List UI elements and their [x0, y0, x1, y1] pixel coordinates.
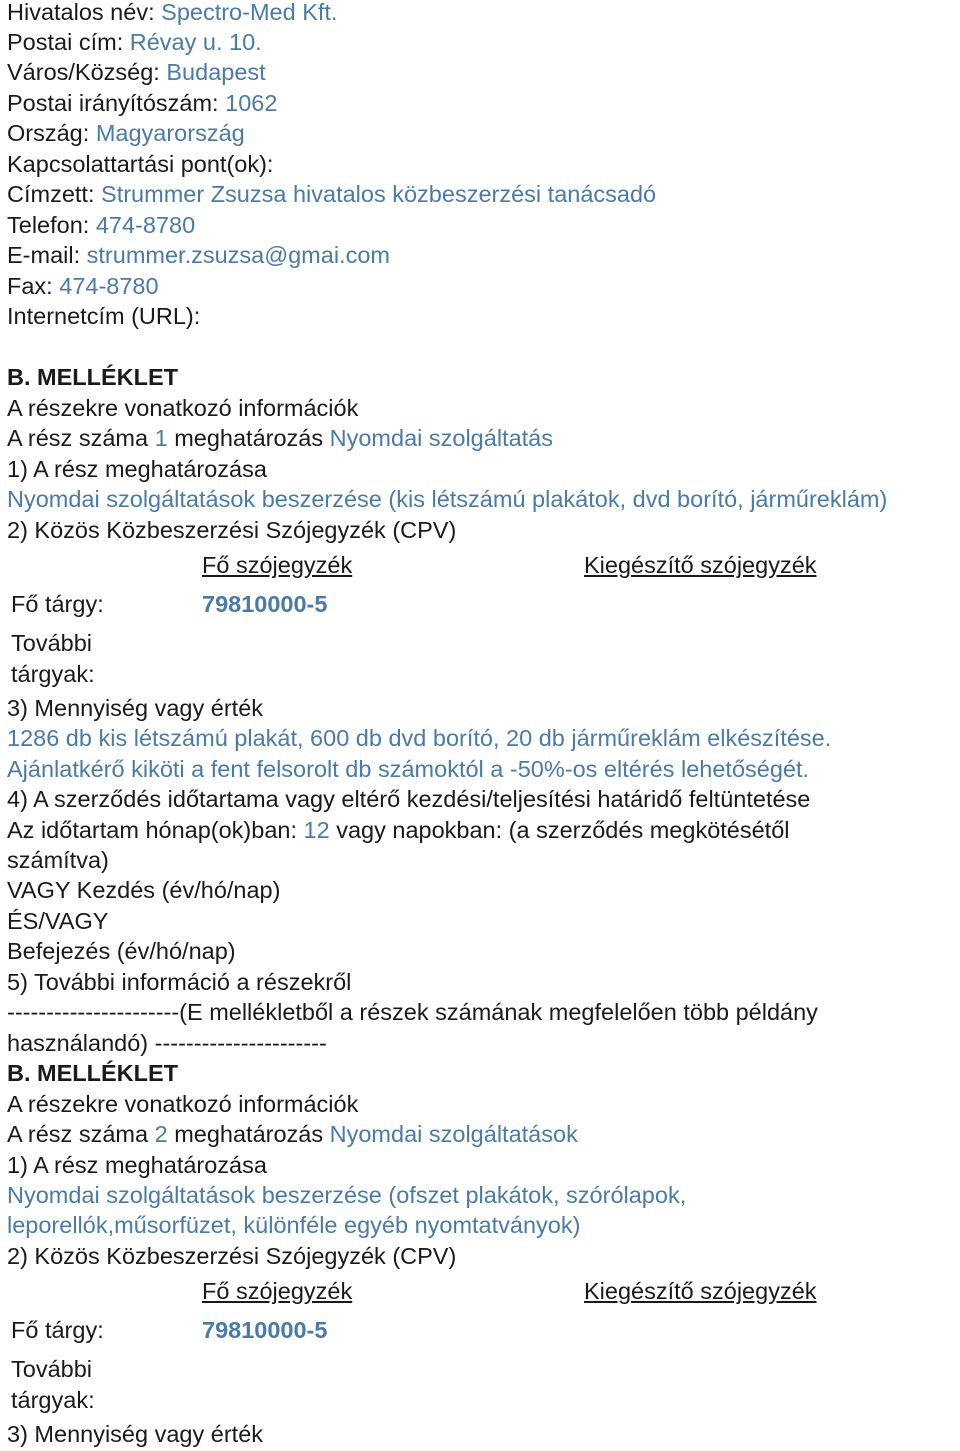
city-label: Város/Község: — [7, 59, 160, 85]
annex1-quantity-line1: 1286 db kis létszámú plakát, 600 db dvd borító, 20 db járműreklám elkészítése. — [7, 725, 832, 751]
recipient-label: Címzett: — [7, 181, 95, 207]
recipient-line — [7, 179, 656, 209]
email-line — [7, 240, 390, 270]
zip-line — [7, 88, 277, 118]
annex1-quantity-heading: 3) Mennyiség vagy érték — [7, 695, 264, 721]
postal-address-label: Postai cím: — [7, 29, 124, 55]
official-name-label: Hivatalos név: — [7, 0, 155, 25]
annex1-main-subject-label: Fő tárgy: — [11, 591, 104, 617]
annex1-separator-line1: ----------------------(E mellékletből a részek számának megfelelően több példány — [7, 999, 818, 1025]
annex2-def-value-line2: leporellók,műsorfüzet, különféle egyéb nyomtatványok) — [7, 1212, 581, 1238]
recipient-value: Strummer Zsuzsa hivatalos közbeszerzési tanácsadó — [101, 181, 657, 207]
contact-point-label: Kapcsolattartási pont(ok): — [7, 151, 274, 177]
annex2-main-subject-label: Fő tárgy: — [11, 1317, 104, 1343]
annex1-duration-months: 12 — [303, 817, 330, 843]
phone-value: 474-8780 — [95, 212, 196, 238]
annex1-duration-cont: számítva) — [7, 847, 109, 873]
annex2-cpv-heading: 2) Közös Közbeszerzési Szójegyzék (CPV) — [7, 1243, 457, 1269]
annex2-def-heading: 1) A rész meghatározása — [7, 1152, 267, 1178]
annex2-part-prefix: A rész száma — [7, 1121, 149, 1147]
phone-line — [7, 210, 195, 240]
annex1-part-mid: meghatározás — [174, 425, 324, 451]
zip-value: 1062 — [225, 90, 278, 116]
zip-label: Postai irányítószám: — [7, 90, 219, 116]
city-value: Budapest — [166, 59, 266, 85]
annex2-subtitle: A részekre vonatkozó információk — [7, 1091, 359, 1117]
email-label: E-mail: — [7, 242, 81, 268]
annex1-main-vocab-header: Fő szójegyzék — [202, 552, 353, 578]
annex1-main-subject-code: 79810000-5 — [202, 591, 328, 617]
official-name-value: Spectro-Med Kft. — [161, 0, 338, 25]
annex2-main-subject-code: 79810000-5 — [202, 1317, 328, 1343]
annex1-part-number: 1 — [154, 425, 168, 451]
annex2-main-vocab-header: Fő szójegyzék — [202, 1278, 353, 1304]
annex1-separator-line2: használandó) ---------------------- — [7, 1030, 327, 1056]
annex1-cpv-heading: 2) Közös Közbeszerzési Szójegyzék (CPV) — [7, 517, 457, 543]
annex2-def-value-line1: Nyomdai szolgáltatások beszerzése (ofszet plakátok, szórólapok, — [7, 1182, 687, 1208]
postal-address-line — [7, 27, 262, 57]
annex1-duration-line — [7, 815, 790, 845]
annex1-def-heading: 1) A rész meghatározása — [7, 456, 267, 482]
annex1-andor-label: ÉS/VAGY — [7, 908, 109, 934]
city-line — [7, 57, 266, 87]
url-label: Internetcím (URL): — [7, 303, 201, 329]
annex2-supp-vocab-header: Kiegészítő szójegyzék — [584, 1278, 817, 1304]
annex1-subtitle: A részekre vonatkozó információk — [7, 395, 359, 421]
annex1-info-heading: 5) További információ a részekről — [7, 969, 352, 995]
annex2-part-mid: meghatározás — [174, 1121, 324, 1147]
annex2-other-label-2: tárgyak: — [11, 1387, 95, 1413]
annex1-other-label-1: További — [11, 630, 92, 656]
annex2-part-number: 2 — [154, 1121, 168, 1147]
postal-address-value: Révay u. 10. — [129, 29, 262, 55]
annex2-quantity-heading: 3) Mennyiség vagy érték — [7, 1421, 264, 1447]
annex1-duration-suffix: vagy napokban: (a szerződés megkötésétől — [336, 817, 790, 843]
annex1-def-value: Nyomdai szolgáltatások beszerzése (kis létszámú plakátok, dvd borító, járműreklám) — [7, 486, 888, 512]
annex2-title: B. MELLÉKLET — [7, 1060, 179, 1086]
country-value: Magyarország — [95, 120, 245, 146]
fax-value: 474-8780 — [59, 273, 159, 299]
annex1-end-label: Befejezés (év/hó/nap) — [7, 938, 236, 964]
phone-label: Telefon: — [7, 212, 90, 238]
annex1-other-label-2: tárgyak: — [11, 661, 95, 687]
annex2-part-name: Nyomdai szolgáltatások — [329, 1121, 578, 1147]
fax-line — [7, 271, 159, 301]
email-value: strummer.zsuzsa@gmai.com — [86, 242, 390, 268]
country-line — [7, 118, 245, 148]
annex1-supp-vocab-header: Kiegészítő szójegyzék — [584, 552, 817, 578]
annex1-duration-prefix: Az időtartam hónap(ok)ban: — [7, 817, 297, 843]
fax-label: Fax: — [7, 273, 53, 299]
annex1-title: B. MELLÉKLET — [7, 364, 179, 390]
annex1-start-label: VAGY Kezdés (év/hó/nap) — [7, 877, 281, 903]
annex1-quantity-line2: Ajánlatkérő kiköti a fent felsorolt db számoktól a -50%-os eltérés lehetőségét. — [7, 756, 810, 782]
annex2-part-line — [7, 1119, 578, 1149]
country-label: Ország: — [7, 120, 90, 146]
annex1-duration-heading: 4) A szerződés időtartama vagy eltérő kezdési/teljesítési határidő feltüntetése — [7, 786, 811, 812]
annex1-part-name: Nyomdai szolgáltatás — [329, 425, 553, 451]
annex1-part-prefix: A rész száma — [7, 425, 149, 451]
annex1-part-line — [7, 423, 553, 453]
official-name-line — [7, 0, 337, 27]
annex2-other-label-1: További — [11, 1356, 92, 1382]
